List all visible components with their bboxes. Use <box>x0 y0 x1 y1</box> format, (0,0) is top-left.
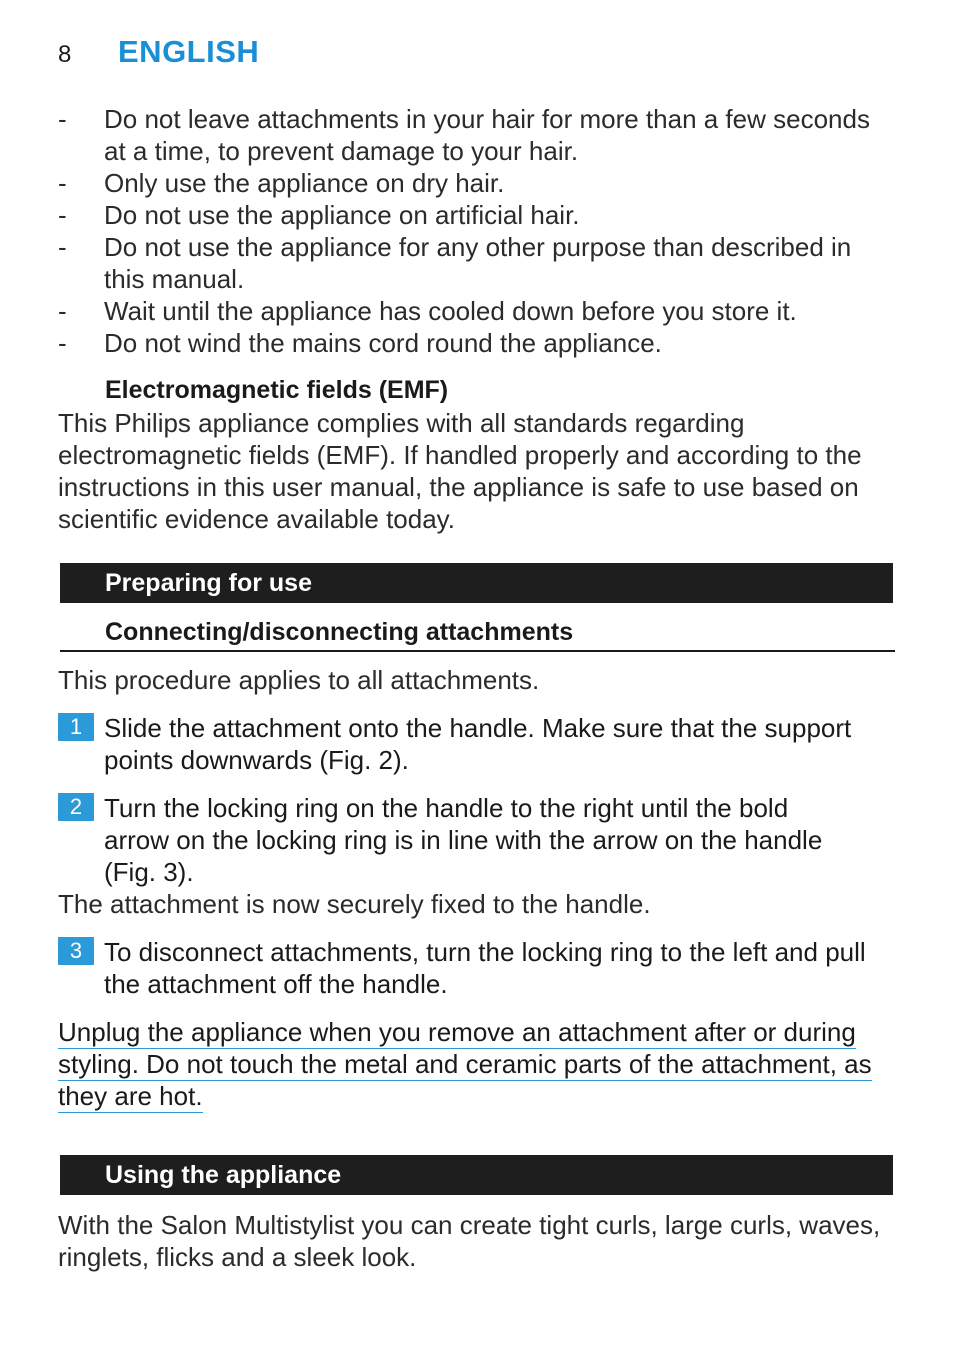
step-3 <box>58 936 894 1000</box>
using-paragraph: With the Salon Multistylist you can create tight curls, large curls, waves, ringlets, flicks and a sleek look. <box>58 1210 881 1272</box>
warning-line: Unplug the appliance when you remove an attachment after or during <box>58 1017 856 1047</box>
list-item <box>58 199 898 231</box>
language-title: ENGLISH <box>118 34 260 69</box>
list-item-text: Do not use the appliance on artificial hair. <box>104 200 580 230</box>
list-item-text: Only use the appliance on dry hair. <box>104 168 505 198</box>
bullet-dash: - <box>58 232 67 262</box>
list-item <box>58 103 898 167</box>
subheading-attachments: Connecting/disconnecting attachments <box>60 616 895 652</box>
list-item <box>58 231 898 295</box>
step-2 <box>58 792 894 888</box>
list-item <box>58 327 898 359</box>
bullet-dash: - <box>58 104 67 134</box>
step-1 <box>58 712 894 776</box>
list-item-text: Do not leave attachments in your hair for more than a few seconds at a time, to prevent damage to your hair. <box>104 104 870 166</box>
list-item-text: Do not use the appliance for any other purpose than described in this manual. <box>104 232 852 294</box>
step-text: Turn the locking ring on the handle to the right until the bold arrow on the locking ring is in line with the arrow on the handle (Fig. 3). <box>104 793 823 887</box>
step-number-badge: 2 <box>58 793 94 821</box>
bullet-dash: - <box>58 200 67 230</box>
bullet-dash: - <box>58 168 67 198</box>
safety-bullet-list <box>58 103 898 359</box>
section-title-preparing: Preparing for use <box>60 563 893 603</box>
warning-note <box>58 1016 898 1112</box>
procedure-intro: This procedure applies to all attachments. <box>58 665 540 695</box>
warning-line: they are hot. <box>58 1081 203 1111</box>
section-title-using: Using the appliance <box>60 1155 893 1195</box>
list-item-text: Do not wind the mains cord round the appliance. <box>104 328 662 358</box>
step-text: To disconnect attachments, turn the locking ring to the left and pull the attachment off the handle. <box>104 937 866 999</box>
bullet-dash: - <box>58 328 67 358</box>
list-item <box>58 167 898 199</box>
step-number-badge: 3 <box>58 937 94 965</box>
page-header <box>58 34 259 74</box>
bullet-dash: - <box>58 296 67 326</box>
page-number: 8 <box>58 41 72 68</box>
emf-heading: Electromagnetic fields (EMF) <box>105 376 449 404</box>
step-number-badge: 1 <box>58 713 94 741</box>
step-text: Slide the attachment onto the handle. Make sure that the support points downwards (Fig. 2). <box>104 713 852 775</box>
warning-line: styling. Do not touch the metal and ceramic parts of the attachment, as <box>58 1049 872 1079</box>
list-item-text: Wait until the appliance has cooled down before you store it. <box>104 296 797 326</box>
emf-paragraph: This Philips appliance complies with all standards regarding electromagnetic fields (EMF). If handled properly and according to the instructions in this user manual, the appliance is safe to use based on scientific evidence available today. <box>58 408 862 534</box>
step-result: The attachment is now securely fixed to the handle. <box>58 889 651 919</box>
list-item <box>58 295 898 327</box>
